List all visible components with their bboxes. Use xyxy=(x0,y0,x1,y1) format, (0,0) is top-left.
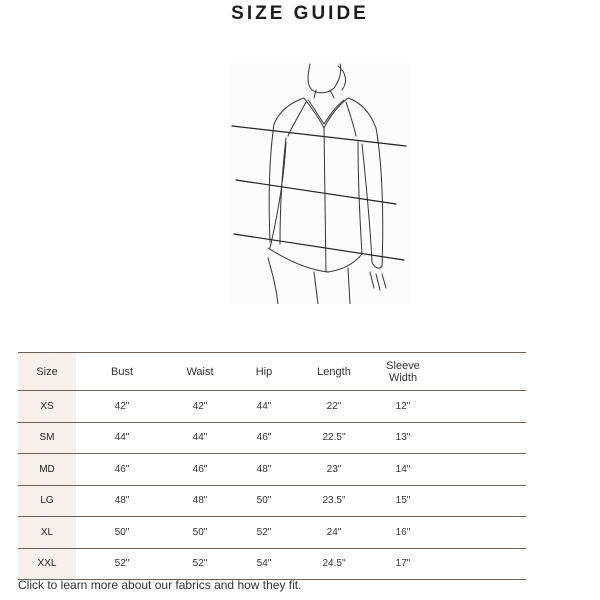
cell-hip: 46" xyxy=(256,432,272,444)
cell-bust: 44" xyxy=(114,432,130,444)
page-title: SIZE GUIDE xyxy=(231,3,369,24)
table-row xyxy=(18,391,526,423)
cell-sleeve: 15" xyxy=(395,495,411,507)
cell-length: 24.5" xyxy=(322,558,346,570)
header-spacer xyxy=(434,353,526,391)
cell-spacer xyxy=(434,422,526,454)
cell-hip: 52" xyxy=(256,526,272,538)
table-header-row xyxy=(18,353,526,391)
cell-length: 23" xyxy=(326,463,342,475)
header-hip: Hip xyxy=(232,353,296,391)
header-length: Length xyxy=(296,353,372,391)
cell-sleeve: 12" xyxy=(395,400,411,412)
cell-hip: 48" xyxy=(256,463,272,475)
cell-waist: 44" xyxy=(192,432,208,444)
cell-sleeve: 16" xyxy=(395,526,411,538)
cell-spacer xyxy=(434,485,526,517)
cell-sleeve: 13" xyxy=(395,432,411,444)
cell-size: XS xyxy=(18,391,76,423)
header-waist: Waist xyxy=(168,353,232,391)
cell-spacer xyxy=(434,454,526,486)
header-sleeve-line1: Sleeve xyxy=(386,359,420,372)
header-size: Size xyxy=(18,353,76,391)
cell-hip: 54" xyxy=(256,558,272,570)
table-row xyxy=(18,485,526,517)
header-sleeve-width xyxy=(372,353,434,391)
cell-waist: 42" xyxy=(192,400,208,412)
cell-bust: 52" xyxy=(114,558,130,570)
table-row xyxy=(18,454,526,486)
cell-bust: 42" xyxy=(114,400,130,412)
cell-size: MD xyxy=(18,454,76,486)
cell-size: SM xyxy=(18,422,76,454)
garment-measurement-illustration xyxy=(230,62,410,304)
cell-bust: 46" xyxy=(114,463,130,475)
cell-waist: 46" xyxy=(192,463,208,475)
cell-sleeve: 17" xyxy=(395,558,411,570)
cell-waist: 48" xyxy=(192,495,208,507)
table-row xyxy=(18,422,526,454)
cell-size: XL xyxy=(18,517,76,549)
cell-waist: 52" xyxy=(192,558,208,570)
cell-length: 22" xyxy=(326,400,342,412)
cell-bust: 48" xyxy=(114,495,130,507)
cell-spacer xyxy=(434,517,526,549)
cell-waist: 50" xyxy=(192,526,208,538)
cell-length: 24" xyxy=(326,526,342,538)
cell-bust: 50" xyxy=(114,526,130,538)
cell-length: 23.5" xyxy=(322,495,346,507)
cell-sleeve: 14" xyxy=(395,463,411,475)
fabrics-info-link[interactable]: Click to learn more about our fabrics and how they fit. xyxy=(18,578,302,592)
table-row xyxy=(18,517,526,549)
cell-size: XXL xyxy=(18,548,76,580)
cell-length: 22.5" xyxy=(322,432,346,444)
cell-hip: 50" xyxy=(256,495,272,507)
cell-size: LG xyxy=(18,485,76,517)
cell-spacer xyxy=(434,391,526,423)
size-chart-table xyxy=(18,352,526,580)
header-sleeve-line2: Width xyxy=(388,371,418,384)
header-bust: Bust xyxy=(76,353,168,391)
table-row xyxy=(18,548,526,580)
cell-spacer xyxy=(434,548,526,580)
cell-hip: 44" xyxy=(256,400,272,412)
